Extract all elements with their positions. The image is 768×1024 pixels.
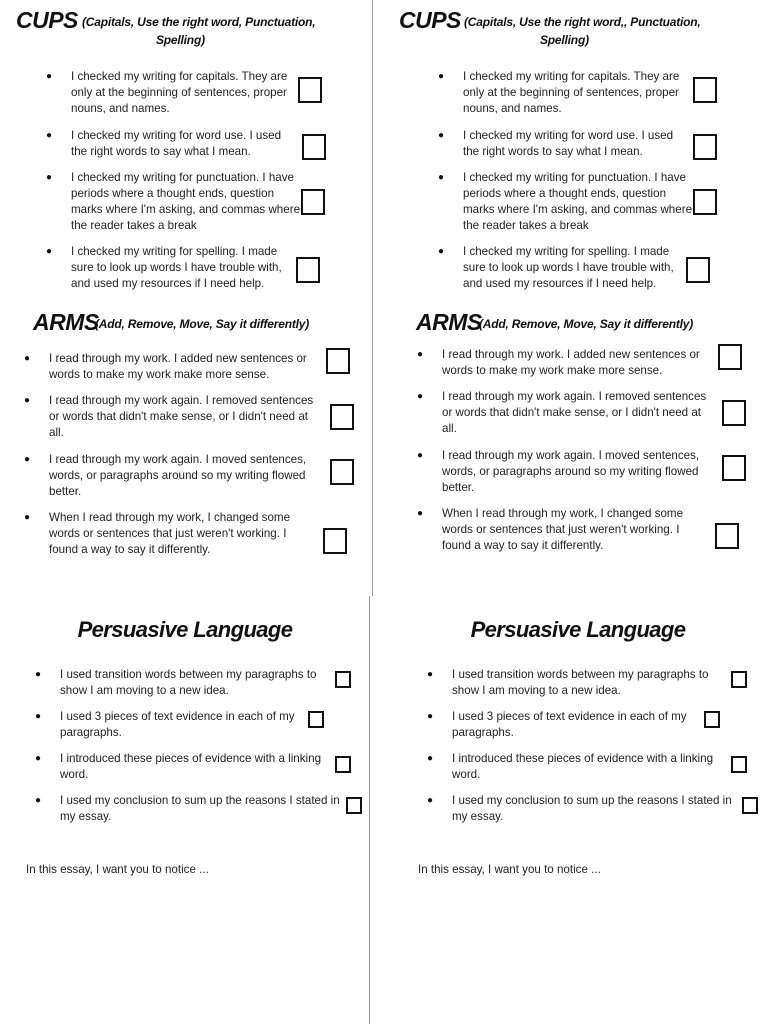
bullet-icon: ● xyxy=(417,508,424,519)
bullet-icon: ● xyxy=(438,172,445,183)
arms-item-text: I read through my work again. I moved sentences, words, or paragraphs around so my writing flowed better. xyxy=(442,449,700,494)
persuasive-checkbox-2[interactable] xyxy=(308,711,324,728)
persuasive-checkbox-3[interactable] xyxy=(335,756,351,773)
cups-title: CUPS xyxy=(399,7,461,33)
cups-subtitle-line2: Spelling) xyxy=(540,33,589,47)
cups-item-text: I checked my writing for spelling. I made sure to look up words I have trouble with, and used my resources if I need help. xyxy=(71,245,282,290)
persuasive-title: Persuasive Language xyxy=(470,617,686,642)
persuasive-item-text: I introduced these pieces of evidence with a linking word. xyxy=(452,752,714,781)
persuasive-item-text: I used my conclusion to sum up the reasons I stated in my essay. xyxy=(452,794,732,823)
arms-subtitle: (Add, Remove, Move, Say it differently) xyxy=(479,317,694,331)
persuasive-title: Persuasive Language xyxy=(77,617,293,642)
persuasive-checkbox-1[interactable] xyxy=(731,671,747,688)
cups-item-text: I checked my writing for punctuation. I have periods where a thought ends, question marks where I'm asking, and commas where the reader takes a break xyxy=(463,171,693,232)
bullet-icon: ● xyxy=(417,349,424,360)
persuasive-item-text: I introduced these pieces of evidence with a linking word. xyxy=(60,752,322,781)
cups-checkbox-1[interactable] xyxy=(298,77,322,103)
bullet-icon: ● xyxy=(35,711,42,722)
arms-checkbox-4[interactable] xyxy=(323,528,347,554)
bullet-icon: ● xyxy=(24,353,31,364)
arms-checkbox-3[interactable] xyxy=(722,455,746,481)
arms-item-text: I read through my work again. I removed sentences or words that didn't make sense, or I didn't need at all. xyxy=(49,394,314,439)
cups-subtitle-line1: (Capitals, Use the right word,, Punctuation, xyxy=(464,15,701,29)
arms-checkbox-2[interactable] xyxy=(330,404,354,430)
arms-item-text: When I read through my work, I changed some words or sentences that just weren't working. I found a way to say it differently. xyxy=(49,511,291,556)
persuasive-item-text: I used my conclusion to sum up the reasons I stated in my essay. xyxy=(60,794,340,823)
cups-checkbox-3[interactable] xyxy=(693,189,717,215)
bullet-icon: ● xyxy=(46,71,53,82)
bullet-icon: ● xyxy=(438,130,445,141)
arms-item-text: I read through my work. I added new sentences or words to make my work make more sense. xyxy=(442,348,700,377)
persuasive-checkbox-3[interactable] xyxy=(731,756,747,773)
cups-subtitle-line2: Spelling) xyxy=(156,33,205,47)
left-rubric xyxy=(0,0,370,1024)
arms-item-text: I read through my work again. I removed sentences or words that didn't make sense, or I didn't need at all. xyxy=(442,390,707,435)
cups-checkbox-4[interactable] xyxy=(686,257,710,283)
arms-checkbox-1[interactable] xyxy=(718,344,742,370)
bullet-icon: ● xyxy=(417,450,424,461)
persuasive-checkbox-4[interactable] xyxy=(346,797,362,814)
cups-item-text: I checked my writing for word use. I used the right words to say what I mean. xyxy=(71,129,282,158)
cups-checkbox-3[interactable] xyxy=(301,189,325,215)
persuasive-checkbox-4[interactable] xyxy=(742,797,758,814)
bullet-icon: ● xyxy=(24,512,31,523)
persuasive-item-text: I used transition words between my paragraphs to show I am moving to a new idea. xyxy=(60,668,317,697)
cups-item-text: I checked my writing for capitals. They are only at the beginning of sentences, proper nouns, and names. xyxy=(463,70,680,115)
bullet-icon: ● xyxy=(427,753,434,764)
cups-checkbox-4[interactable] xyxy=(296,257,320,283)
bullet-icon: ● xyxy=(46,172,53,183)
cups-item-text: I checked my writing for spelling. I made sure to look up words I have trouble with, and used my resources if I need help. xyxy=(463,245,674,290)
persuasive-checkbox-1[interactable] xyxy=(335,671,351,688)
arms-checkbox-2[interactable] xyxy=(722,400,746,426)
bullet-icon: ● xyxy=(35,669,42,680)
bullet-icon: ● xyxy=(427,795,434,806)
bullet-icon: ● xyxy=(438,71,445,82)
bullet-icon: ● xyxy=(24,454,31,465)
cups-item-text: I checked my writing for word use. I used the right words to say what I mean. xyxy=(463,129,674,158)
cups-item-text: I checked my writing for capitals. They are only at the beginning of sentences, proper nouns, and names. xyxy=(71,70,288,115)
persuasive-item-text: I used 3 pieces of text evidence in each of my paragraphs. xyxy=(452,710,687,739)
cups-title: CUPS xyxy=(16,7,78,33)
bullet-icon: ● xyxy=(35,795,42,806)
bullet-icon: ● xyxy=(417,391,424,402)
bullet-icon: ● xyxy=(24,395,31,406)
persuasive-item-text: I used transition words between my paragraphs to show I am moving to a new idea. xyxy=(452,668,709,697)
bullet-icon: ● xyxy=(427,669,434,680)
bullet-icon: ● xyxy=(427,711,434,722)
bullet-icon: ● xyxy=(46,246,53,257)
right-rubric xyxy=(373,0,768,1024)
arms-item-text: I read through my work again. I moved sentences, words, or paragraphs around so my writing flowed better. xyxy=(49,453,307,498)
cups-checkbox-1[interactable] xyxy=(693,77,717,103)
arms-checkbox-4[interactable] xyxy=(715,523,739,549)
cups-item-text: I checked my writing for punctuation. I have periods where a thought ends, question marks where I'm asking, and commas where the reader takes a break xyxy=(71,171,301,232)
arms-title: ARMS xyxy=(416,309,482,335)
notice-prompt: In this essay, I want you to notice ... xyxy=(26,863,209,876)
arms-item-text: I read through my work. I added new sentences or words to make my work make more sense. xyxy=(49,352,307,381)
bullet-icon: ● xyxy=(438,246,445,257)
arms-item-text: When I read through my work, I changed some words or sentences that just weren't working. I found a way to say it differently. xyxy=(442,507,684,552)
persuasive-checkbox-2[interactable] xyxy=(704,711,720,728)
arms-checkbox-3[interactable] xyxy=(330,459,354,485)
persuasive-item-text: I used 3 pieces of text evidence in each of my paragraphs. xyxy=(60,710,295,739)
arms-subtitle: (Add, Remove, Move, Say it differently) xyxy=(95,317,310,331)
cups-subtitle-line1: (Capitals, Use the right word, Punctuation, xyxy=(82,15,316,29)
cups-checkbox-2[interactable] xyxy=(302,134,326,160)
arms-checkbox-1[interactable] xyxy=(326,348,350,374)
arms-title: ARMS xyxy=(33,309,99,335)
bullet-icon: ● xyxy=(35,753,42,764)
notice-prompt: In this essay, I want you to notice ... xyxy=(418,863,601,876)
cups-checkbox-2[interactable] xyxy=(693,134,717,160)
bullet-icon: ● xyxy=(46,130,53,141)
